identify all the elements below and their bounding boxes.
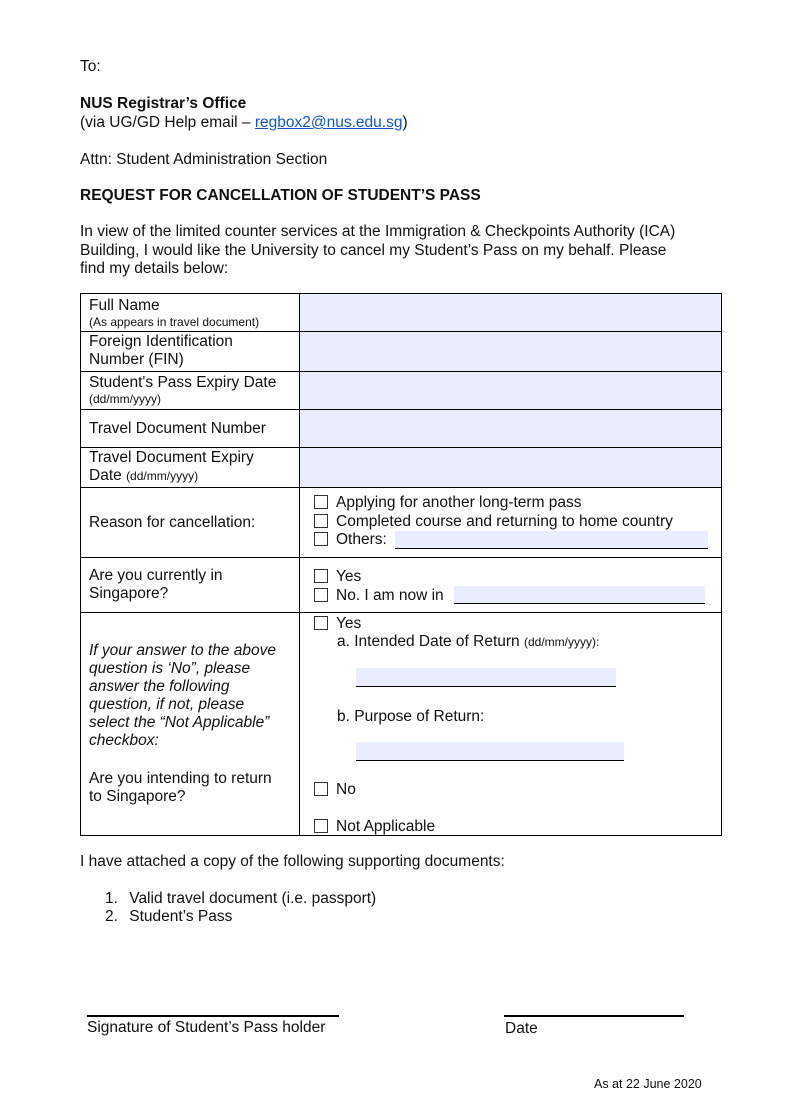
to-label: To: bbox=[80, 58, 101, 75]
pass-expiry-sub: (dd/mm/yyyy) bbox=[89, 392, 161, 406]
travel-doc-expiry-sub: (dd/mm/yyyy) bbox=[126, 469, 199, 483]
fin-label-line2: Number (FIN) bbox=[89, 351, 184, 368]
intro-line-2: Building, I would like the University to cancel my Student’s Pass on my behalf. Please bbox=[80, 242, 667, 259]
return-question-line2: to Singapore? bbox=[89, 788, 186, 805]
documents-intro: I have attached a copy of the following supporting documents: bbox=[80, 853, 505, 870]
return-yes-label: Yes bbox=[336, 615, 362, 632]
intro-line-3: find my details below: bbox=[80, 260, 229, 277]
checkbox-in-singapore-no[interactable] bbox=[314, 588, 328, 602]
travel-doc-expiry-label-line1: Travel Document Expiry bbox=[89, 449, 254, 466]
row-travel-doc bbox=[81, 410, 722, 448]
fin-label-cell bbox=[81, 332, 300, 372]
travel-doc-field[interactable] bbox=[300, 410, 722, 448]
return-date-input[interactable] bbox=[356, 668, 616, 687]
in-singapore-label-line2: Singapore? bbox=[89, 585, 169, 602]
pass-expiry-label: Student's Pass Expiry Date bbox=[89, 374, 277, 391]
in-singapore-label-cell bbox=[81, 558, 300, 613]
as-at-date: As at 22 June 2020 bbox=[594, 1077, 702, 1091]
fin-field[interactable] bbox=[300, 332, 722, 372]
reason-options-cell bbox=[300, 488, 722, 558]
page-title: REQUEST FOR CANCELLATION OF STUDENT’S PASS bbox=[80, 187, 481, 204]
return-na-label: Not Applicable bbox=[336, 818, 436, 835]
return-instruction-4: question, if not, please bbox=[89, 696, 245, 713]
others-input[interactable] bbox=[395, 531, 708, 549]
return-yes-option[interactable] bbox=[314, 614, 361, 633]
return-no-label: No bbox=[336, 781, 356, 798]
checkbox-not-applicable[interactable] bbox=[314, 819, 328, 833]
current-location-input[interactable] bbox=[454, 586, 705, 604]
in-singapore-yes-label: Yes bbox=[336, 568, 362, 585]
return-instruction-2: question is ‘No”, please bbox=[89, 660, 251, 677]
documents-item-1: Valid travel document (i.e. passport) bbox=[129, 890, 377, 907]
checkbox-in-singapore-yes[interactable] bbox=[314, 569, 328, 583]
row-return bbox=[81, 613, 722, 836]
via-line bbox=[80, 113, 408, 132]
documents-item-number-1: 1. bbox=[105, 890, 118, 907]
attn-line: Attn: Student Administration Section bbox=[80, 151, 328, 168]
return-na-option[interactable] bbox=[314, 817, 435, 836]
checkbox-return-yes[interactable] bbox=[314, 616, 328, 630]
travel-doc-expiry-label-cell bbox=[81, 448, 300, 488]
return-instruction-3: answer the following bbox=[89, 678, 230, 695]
signature-label: Signature of Student’s Pass holder bbox=[87, 1019, 326, 1036]
checkbox-completed-course[interactable] bbox=[314, 514, 328, 528]
date-label: Date bbox=[505, 1020, 538, 1037]
reason-option-1-label: Applying for another long-term pass bbox=[336, 494, 582, 511]
pass-expiry-label-cell bbox=[81, 372, 300, 410]
reason-label-cell bbox=[81, 488, 300, 558]
reason-option-completed[interactable] bbox=[314, 513, 721, 532]
in-singapore-yes-option[interactable] bbox=[314, 567, 721, 586]
row-full-name bbox=[81, 294, 722, 332]
checkbox-long-term-pass[interactable] bbox=[314, 495, 328, 509]
email-link[interactable]: regbox2@nus.edu.sg bbox=[254, 114, 403, 131]
travel-doc-label-cell bbox=[81, 410, 300, 448]
reason-option-long-term[interactable] bbox=[314, 494, 721, 513]
return-label-cell bbox=[81, 613, 300, 836]
via-prefix: (via UG/GD Help email – bbox=[80, 114, 255, 131]
reason-option-2-label: Completed course and returning to home country bbox=[336, 512, 673, 530]
row-fin bbox=[81, 332, 722, 372]
documents-list-item bbox=[105, 889, 376, 908]
documents-item-2: Student’s Pass bbox=[129, 908, 233, 925]
pass-expiry-field[interactable] bbox=[300, 372, 722, 410]
return-instruction-6: checkbox: bbox=[89, 732, 159, 749]
row-travel-doc-expiry bbox=[81, 448, 722, 488]
documents-list-item bbox=[105, 907, 232, 926]
row-pass-expiry bbox=[81, 372, 722, 410]
full-name-label: Full Name bbox=[89, 297, 160, 314]
travel-doc-expiry-field[interactable] bbox=[300, 448, 722, 488]
return-date-label-line bbox=[337, 632, 599, 652]
return-options-cell bbox=[300, 613, 722, 836]
date-line[interactable] bbox=[504, 1015, 684, 1017]
row-reason bbox=[81, 488, 722, 558]
reason-label: Reason for cancellation: bbox=[89, 513, 256, 531]
checkbox-return-no[interactable] bbox=[314, 782, 328, 796]
return-purpose-input[interactable] bbox=[356, 742, 624, 761]
in-singapore-label-line1: Are you currently in bbox=[89, 567, 223, 584]
via-suffix: ) bbox=[402, 114, 408, 131]
reason-option-3-label: Others: bbox=[336, 531, 387, 548]
travel-doc-expiry-label-line2: Date bbox=[89, 467, 122, 484]
travel-doc-label: Travel Document Number bbox=[89, 419, 266, 437]
return-date-format: (dd/mm/yyyy): bbox=[524, 635, 600, 649]
signature-line[interactable] bbox=[87, 1015, 339, 1017]
checkbox-others[interactable] bbox=[314, 532, 328, 546]
in-singapore-no-label: No. I am now in bbox=[336, 587, 444, 604]
documents-item-number-2: 2. bbox=[105, 908, 118, 925]
return-instruction-1: If your answer to the above bbox=[89, 642, 276, 659]
return-no-option[interactable] bbox=[314, 780, 356, 799]
full-name-sub: (As appears in travel document) bbox=[89, 315, 260, 329]
return-instruction-5: select the “Not Applicable” bbox=[89, 714, 270, 731]
full-name-label-cell bbox=[81, 294, 300, 332]
return-date-label: a. Intended Date of Return bbox=[337, 633, 520, 650]
return-purpose-label: b. Purpose of Return: bbox=[337, 708, 485, 725]
in-singapore-options-cell bbox=[300, 558, 722, 613]
full-name-field[interactable] bbox=[300, 294, 722, 332]
return-question-line1: Are you intending to return bbox=[89, 770, 272, 787]
fin-label-line1: Foreign Identification bbox=[89, 333, 233, 350]
details-form bbox=[80, 293, 722, 836]
intro-line-1: In view of the limited counter services at the Immigration & Checkpoints Authority (ICA) bbox=[80, 223, 676, 240]
row-in-singapore bbox=[81, 558, 722, 613]
office-name: NUS Registrar’s Office bbox=[80, 95, 247, 112]
